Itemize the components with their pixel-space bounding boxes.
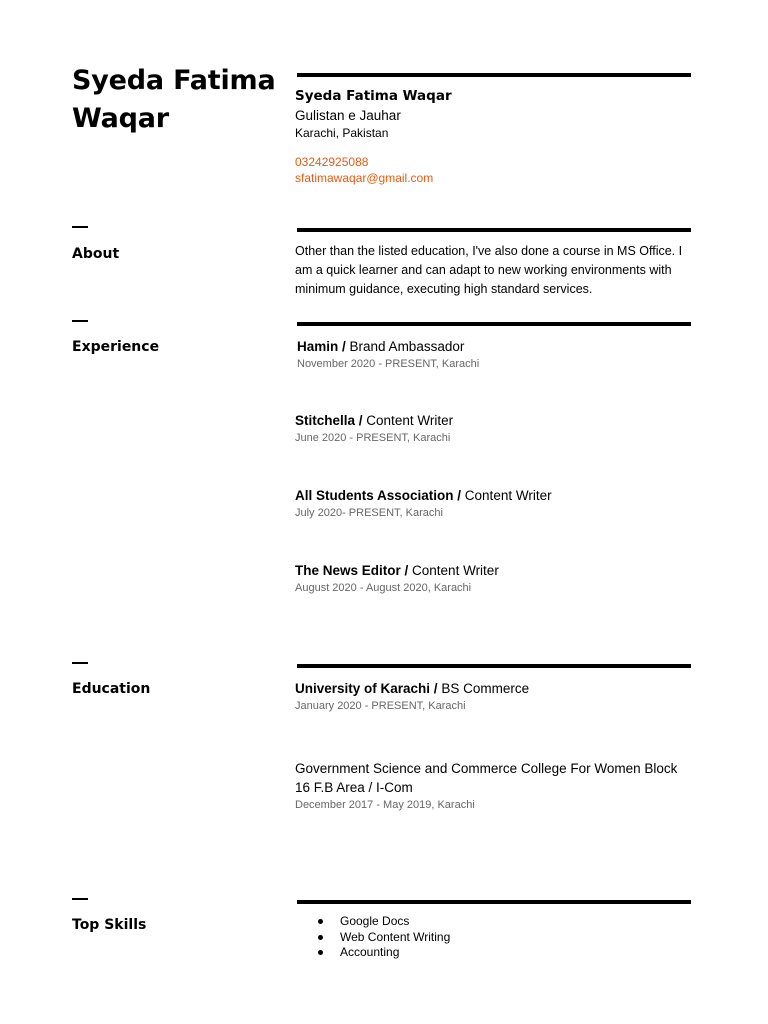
education-org: University of Karachi [295,681,431,696]
bullet-icon [318,919,323,924]
skill-item [318,914,450,930]
resume-name-heading [72,62,292,138]
section-title-education: Education [72,681,151,697]
experience-dates: November 2020 - PRESENT, Karachi [297,358,480,370]
contact-block [295,86,691,186]
experience-entry [295,411,695,446]
experience-role: Brand Ambassador [349,339,465,354]
experience-divider [297,322,691,326]
education-degree: BS Commerce [441,681,530,696]
experience-org: Hamin [297,339,339,354]
experience-entry [297,337,697,372]
experience-entry [295,486,695,521]
experience-entry [295,561,695,596]
education-entry [295,679,695,714]
skill-label: Accounting [340,945,400,959]
email-link[interactable]: sfatimawaqar@gmail.com [295,171,434,185]
about-divider [297,228,691,232]
experience-org: All Students Association [295,488,458,503]
section-title-skills: Top Skills [72,917,147,933]
contact-divider [297,73,691,77]
experience-separator: / [457,488,465,503]
experience-dates: August 2020 - August 2020, Karachi [295,582,472,594]
experience-dates: July 2020- PRESENT, Karachi [295,507,443,519]
section-dash-skills [72,898,88,900]
education-divider [297,664,691,668]
bullet-icon [318,935,323,940]
experience-role: Content Writer [412,563,499,578]
skill-item [318,930,450,946]
name-line-1: Syeda Fatima [72,65,276,96]
education-dates: December 2017 - May 2019, Karachi [295,799,475,811]
skills-list [318,914,450,961]
section-dash-about [72,226,88,228]
address-line-2: Karachi, Pakistan [295,126,389,140]
skill-label: Web Content Writing [340,929,451,944]
experience-org: Stitchella [295,413,359,428]
skill-item [318,945,450,961]
address-line-1: Gulistan e Jauhar [295,108,401,123]
about-text: Other than the listed education, I've also done a course in MS Office. I am a quick learner and can adapt to new working environments with minimum guidance, executing high standard services. [295,244,683,296]
experience-role: Content Writer [464,488,552,503]
experience-separator: / [338,339,350,354]
education-entry [295,759,695,813]
section-title-experience: Experience [72,339,160,355]
section-dash-education [72,662,88,664]
skill-label: Google Docs [340,914,410,928]
experience-separator: / [400,563,413,578]
phone-link[interactable]: 03242925088 [295,155,369,169]
name-line-2: Waqar [72,103,169,134]
contact-name: Syeda Fatima Waqar [295,88,452,104]
experience-dates: June 2020 - PRESENT, Karachi [295,432,451,444]
experience-separator: / [358,413,367,428]
experience-role: Content Writer [366,413,454,428]
education-dates: January 2020 - PRESENT, Karachi [295,700,466,712]
bullet-icon [318,950,323,955]
education-title: Government Science and Commerce College For Women Block 16 F.B Area / I-Com [295,761,678,795]
skills-divider [297,900,691,904]
section-dash-experience [72,320,88,322]
education-separator: / [430,681,442,696]
experience-org: The News Editor [295,563,401,578]
section-title-about: About [72,246,120,262]
